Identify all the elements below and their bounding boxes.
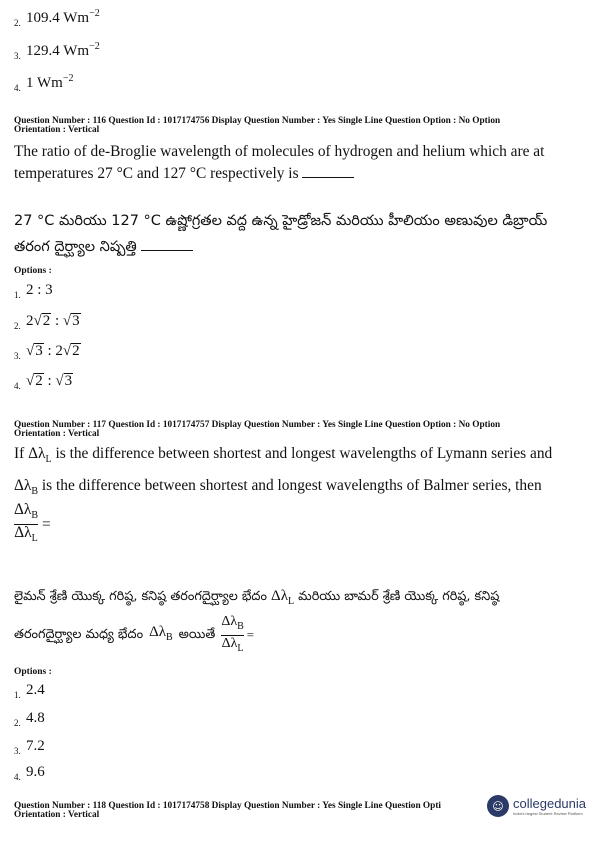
question-117-header: [14, 421, 500, 439]
prev-option-3: [14, 41, 100, 60]
option-value: [26, 373, 73, 390]
denominator: [14, 525, 37, 547]
sqrt-symbol: √ 2: [26, 373, 43, 389]
question-text: is the difference between shortest and longest wavelengths of Lymann series and: [55, 445, 553, 462]
denominator: [222, 636, 244, 657]
radicand: 2: [72, 343, 80, 359]
subscript: L: [287, 596, 295, 607]
option-value: [26, 73, 73, 92]
delta-lambda-symbol: Δλ: [28, 445, 46, 462]
question-text-line: [14, 473, 580, 505]
q117-option-3: [14, 738, 45, 755]
option-value: 2 : 3: [26, 282, 53, 298]
option-text: 1 Wm: [26, 75, 63, 91]
subscript: L: [31, 533, 38, 545]
option-value: [26, 343, 81, 360]
option-number: 2.: [14, 18, 21, 28]
delta-lambda-symbol: Δλ: [221, 635, 238, 651]
numerator: [221, 614, 243, 635]
subscript: B: [165, 632, 173, 644]
prev-option-2: [14, 8, 100, 27]
question-header-text: Question Number : 118 Question Id : 1017174758 Display Question Number : Yes Single Line Question Opti: [14, 801, 442, 811]
option-value: [26, 41, 100, 60]
option-number: 2.: [14, 321, 21, 331]
question-117-telugu: [14, 583, 584, 615]
options-label: Options :: [14, 667, 52, 677]
question-118-header: [14, 802, 441, 820]
option-value: [26, 8, 100, 27]
delta-lambda-symbol: Δλ: [14, 501, 32, 518]
option-text: 109.4 Wm: [26, 10, 90, 26]
option-value: [26, 313, 81, 330]
subscript: L: [237, 642, 244, 654]
delta-lambda-symbol: Δλ: [14, 524, 32, 542]
option-number: 1.: [14, 690, 21, 700]
subscript: L: [45, 454, 52, 466]
telugu-text: తరంగ దైర్ఘ్యాల నిష్పత్తి: [14, 239, 137, 255]
option-value: 9.6: [26, 764, 45, 780]
telugu-text: అయితే: [178, 627, 216, 643]
q117-option-1: [14, 682, 45, 699]
option-exponent: −2: [89, 8, 100, 19]
delta-lambda-B: [149, 619, 173, 651]
q117-option-4: [14, 764, 45, 781]
delta-lambda-symbol: Δλ: [271, 588, 288, 604]
sqrt-symbol: √ 2: [33, 313, 51, 329]
option-number: 1.: [14, 290, 21, 300]
question-header-text: Question Number : 116 Question Id : 1017174756 Display Question Number : Yes Single Line Question Option : No Option: [14, 116, 501, 126]
fraction: [14, 502, 38, 547]
equals-sign: =: [42, 515, 51, 533]
delta-lambda-L: [271, 588, 295, 607]
ratio-separator: :: [51, 313, 63, 329]
prev-option-4: [14, 73, 73, 92]
question-116-english: [14, 141, 580, 185]
collegedunia-logo: [487, 795, 586, 817]
orientation-text: Orientation : Vertical: [14, 429, 100, 439]
option-text: 129.4 Wm: [26, 43, 90, 59]
ratio-separator: :: [43, 373, 56, 389]
ratio-separator: :: [43, 343, 56, 359]
telugu-text-line: [14, 583, 584, 615]
question-text-line: The ratio of de-Broglie wavelength of molecules of hydrogen and helium which are at: [14, 143, 545, 160]
student-avatar-icon: ☺: [487, 795, 509, 817]
option-number: 4.: [14, 83, 21, 93]
equals-sign: =: [246, 628, 254, 643]
telugu-text: తరంగదైర్ఘ్యాల మధ్య భేదం: [14, 627, 144, 643]
question-text: is the difference between shortest and longest wavelengths of Balmer series, then: [41, 477, 542, 495]
answer-blank: [141, 249, 193, 251]
question-117-english: [14, 441, 580, 505]
question-116-telugu: [14, 208, 584, 260]
telugu-text: మరియు బామర్ శ్రేణి యొక్క గరిష్ఠ, కనిష్ఠ: [298, 589, 500, 604]
question-header-text: Question Number : 117 Question Id : 1017174757 Display Question Number : Yes Single Line Question Option : No Option: [14, 420, 501, 430]
logo-tagline: India's largest Student Review Platform: [513, 811, 583, 816]
radicand: 3: [35, 343, 43, 359]
option-value: 4.8: [26, 710, 45, 726]
radicand: 3: [64, 373, 73, 389]
options-label: Options :: [14, 266, 52, 276]
sqrt-symbol: √ 2: [62, 343, 80, 359]
coefficient: 2: [26, 313, 34, 329]
q116-option-1: [14, 282, 53, 299]
q116-option-3: [14, 343, 81, 360]
option-number: 4.: [14, 381, 21, 391]
sqrt-symbol: √ 3: [55, 373, 73, 389]
q116-option-4: [14, 373, 73, 390]
radicand: 3: [72, 313, 80, 329]
question-117-fraction: [14, 502, 580, 547]
question-116-header: [14, 117, 500, 135]
delta-lambda-symbol: Δλ: [14, 477, 32, 495]
question-text: If: [14, 445, 25, 462]
option-number: 3.: [14, 746, 21, 756]
telugu-text-line: [14, 234, 584, 260]
telugu-text-line: 27 °C మరియు 127 °C ఉష్ణోగ్రతల వద్ద ఉన్న హైడ్రోజన్ మరియు హీలియం అణువుల డిబ్రాయ్: [14, 213, 548, 229]
delta-lambda-B: [14, 477, 39, 498]
orientation-text: Orientation : Vertical: [14, 125, 100, 135]
sqrt-symbol: √ 3: [26, 343, 43, 359]
delta-lambda-symbol: Δλ: [221, 614, 238, 629]
radicand: 2: [35, 373, 43, 389]
logo-text: [513, 796, 586, 816]
option-number: 4.: [14, 772, 21, 782]
question-text: temperatures 27 °C and 127 °C respectively is: [14, 165, 299, 182]
option-number: 2.: [14, 718, 21, 728]
subscript: B: [31, 510, 39, 522]
question-text-line: [14, 163, 580, 185]
orientation-text: Orientation : Vertical: [14, 810, 100, 820]
radicand: 2: [42, 313, 51, 329]
option-exponent: −2: [89, 41, 100, 52]
q117-option-2: [14, 710, 45, 727]
numerator: [14, 502, 38, 524]
option-value: 7.2: [26, 738, 45, 754]
question-117-telugu-line2: [14, 614, 584, 657]
coefficient: 2: [55, 343, 63, 359]
subscript: B: [237, 620, 244, 632]
telugu-text: లైమన్ శ్రేణి యొక్క గరిష్ఠ, కనిష్ఠ తరంగదైర్ఘ్యాల భేదం: [14, 589, 267, 604]
delta-lambda-symbol: Δλ: [149, 624, 166, 641]
sqrt-symbol: √ 3: [62, 313, 80, 329]
fraction: [221, 614, 243, 657]
option-number: 3.: [14, 51, 21, 61]
option-exponent: −2: [62, 73, 74, 84]
question-text-line: [14, 441, 580, 473]
subscript: B: [31, 486, 39, 498]
delta-lambda-L: [28, 445, 52, 466]
answer-blank: [302, 176, 354, 178]
q116-option-2: [14, 313, 81, 330]
logo-name: collegedunia: [513, 796, 587, 811]
option-value: 2.4: [26, 682, 45, 698]
option-number: 3.: [14, 351, 21, 361]
